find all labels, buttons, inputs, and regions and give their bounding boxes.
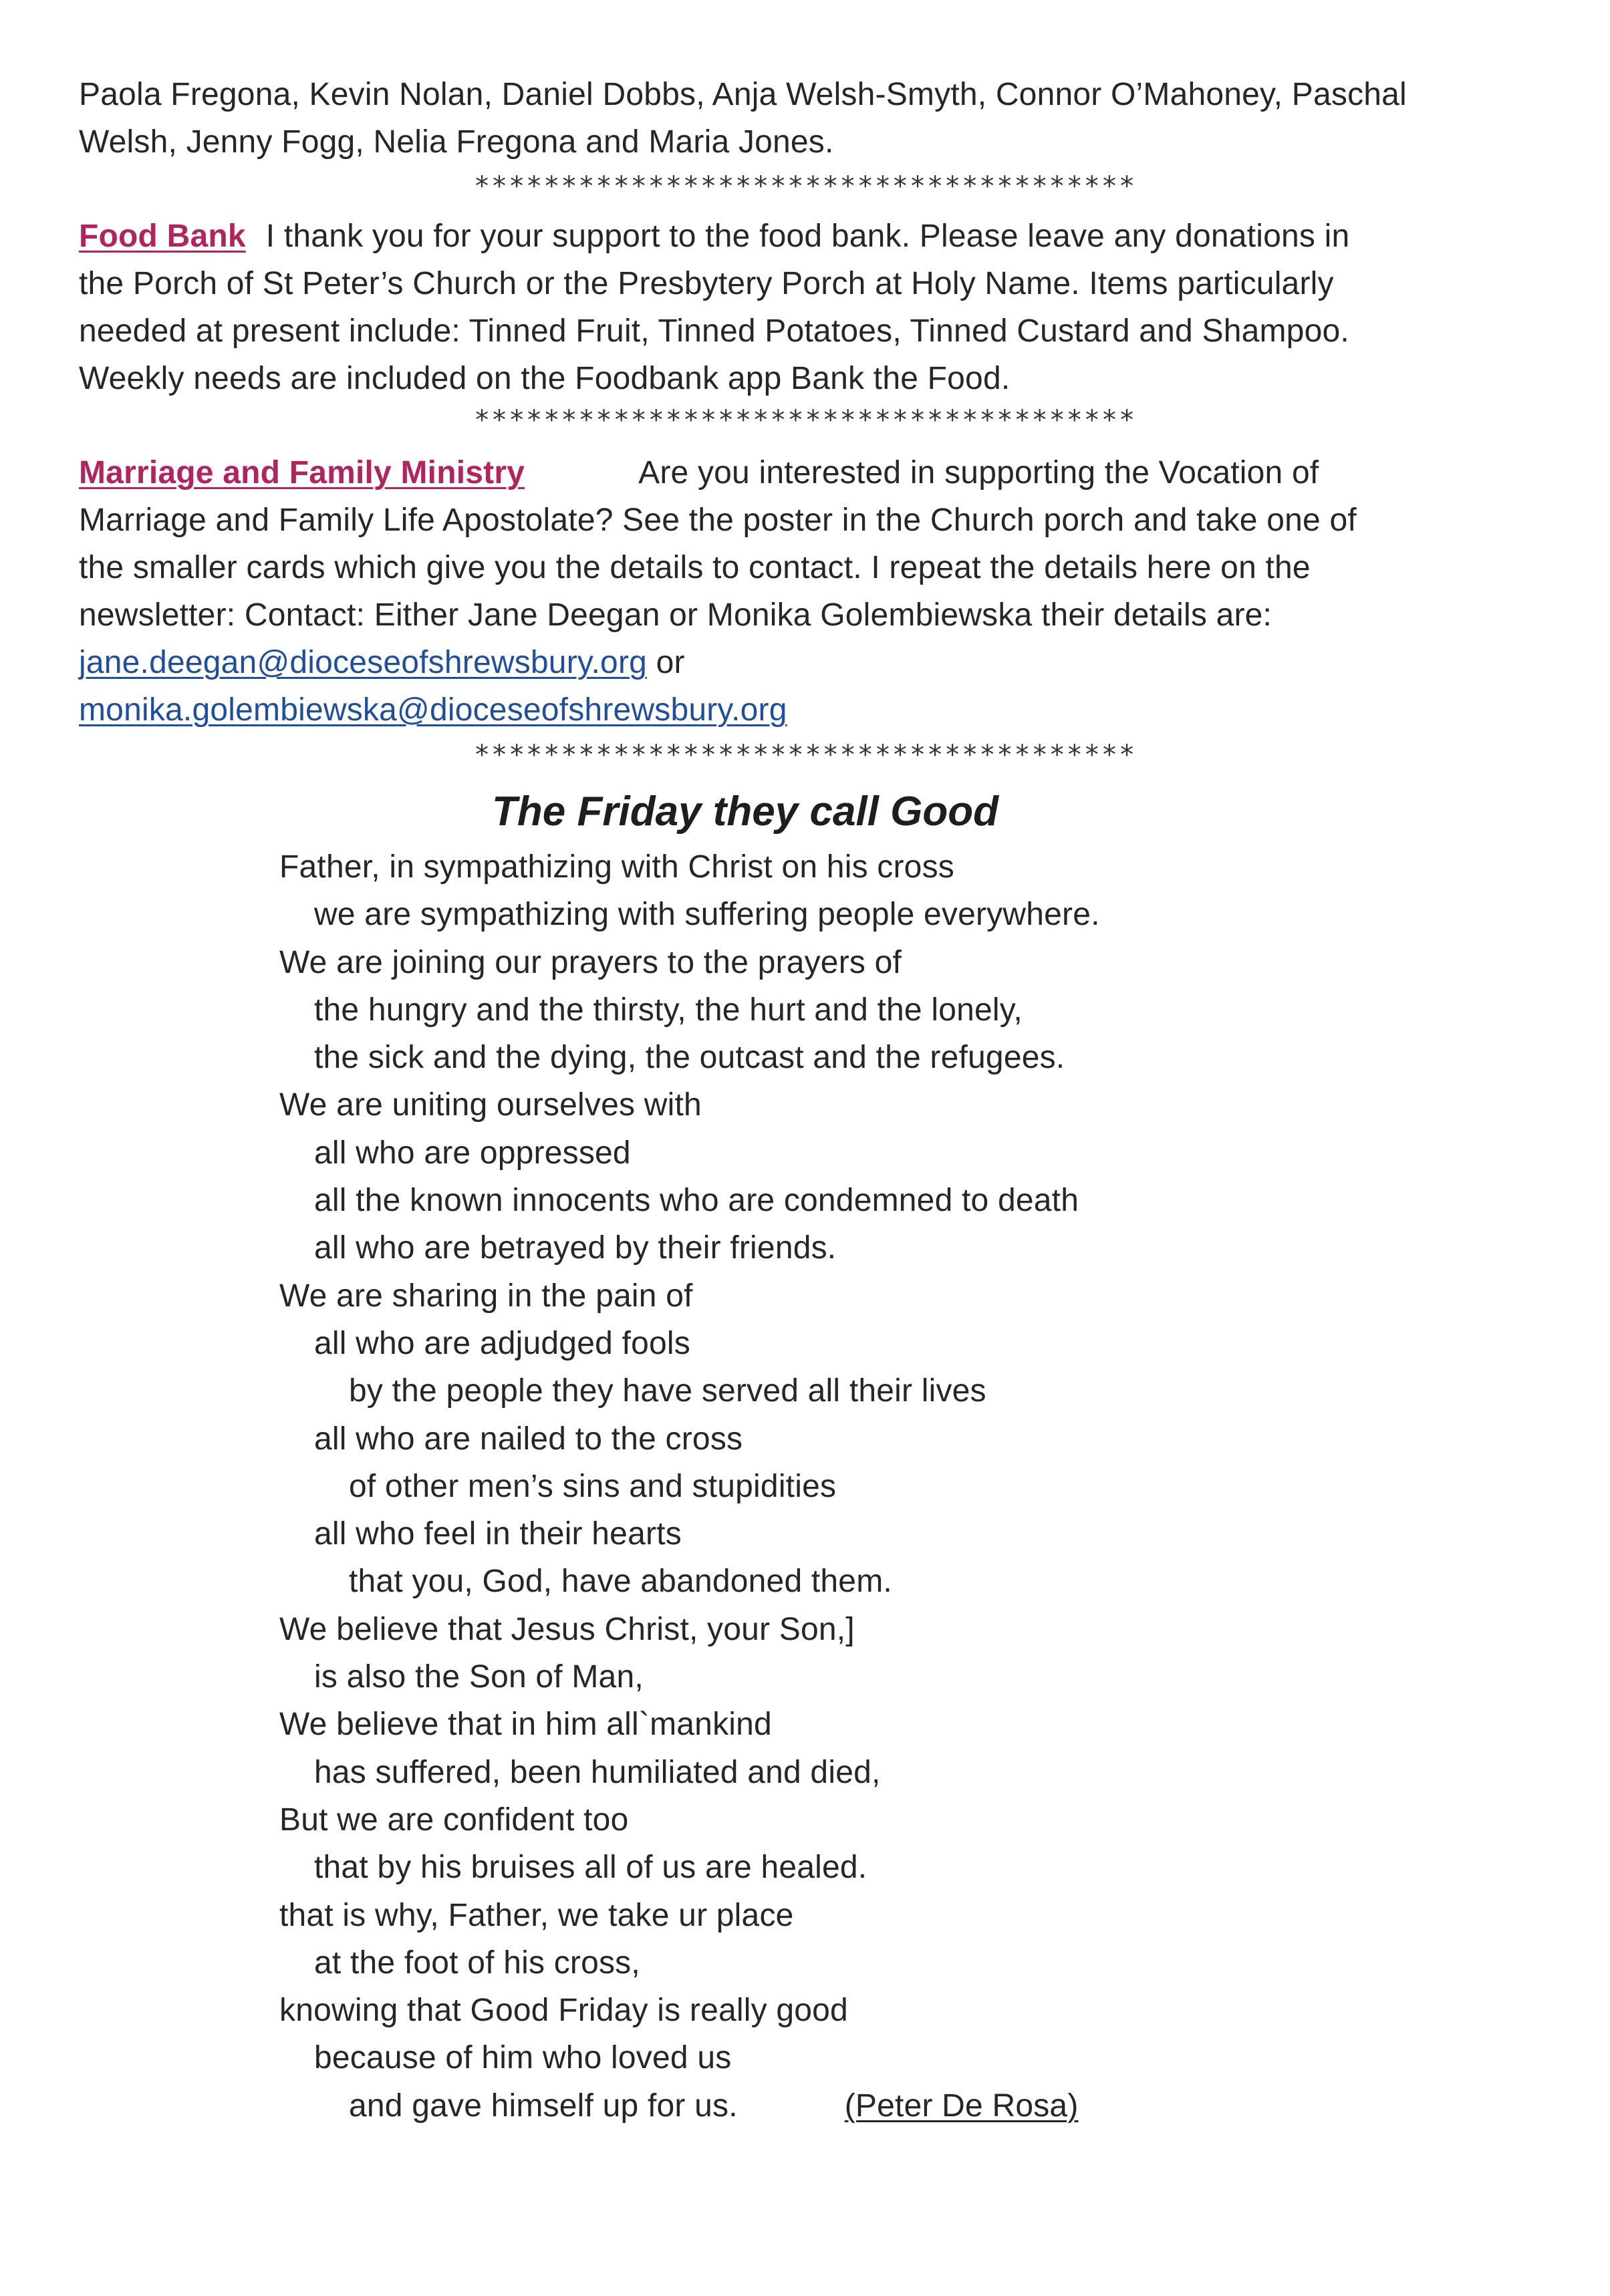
poem-line: all who feel in their hearts [314,1516,682,1552]
email-line [79,639,1536,686]
email-link-monika[interactable]: monika.golembiewska@dioceseofshrewsbury.org [79,692,787,728]
intro-line: Paola Fregona, Kevin Nolan, Daniel Dobbs, Anja Welsh-Smyth, Connor O’Mahoney, Paschal [79,77,1407,112]
separator: ************************************** [473,405,1137,436]
intro-names [79,71,1536,166]
poem-line: of other men’s sins and stupidities [349,1468,837,1504]
poem-line: the sick and the dying, the outcast and the refugees. [314,1040,1065,1076]
separator: ************************************** [473,740,1137,770]
poem-line: We believe that Jesus Christ, your Son,] [279,1611,855,1647]
poem-line: knowing that Good Friday is really good [279,1993,848,2029]
marriage-line: the smaller cards which give you the details to contact. I repeat the details here on the [79,550,1311,585]
poem-line: all who are adjudged fools [314,1325,690,1361]
or-text: or [647,645,685,680]
email-line [79,686,1536,734]
poem-line: by the people they have served all their lives [349,1373,986,1409]
poem-body [279,843,1482,2130]
poem-line: that by his bruises all of us are healed. [314,1850,867,1886]
poem-line: all who are betrayed by their friends. [314,1230,837,1266]
poem-line: We are joining our prayers to the prayers of [279,944,902,980]
food-bank-line [79,212,1536,260]
separator: ************************************** [473,171,1137,202]
intro-line: Welsh, Jenny Fogg, Nelia Fregona and Maria Jones. [79,124,834,160]
poem-line: all the known innocents who are condemned to death [314,1183,1079,1219]
poem-line: We are sharing in the pain of [279,1278,693,1314]
poem-attribution: (Peter De Rosa) [844,2088,1079,2124]
poem-title: The Friday they call Good [492,788,998,835]
poem-line: the hungry and the thirsty, the hurt and the lonely, [314,992,1023,1028]
poem-line: because of him who loved us [314,2040,732,2076]
poem-line: all who are nailed to the cross [314,1421,743,1457]
poem-line: and gave himself up for us. [349,2088,738,2124]
marriage-heading: Marriage and Family Ministry [79,455,525,490]
marriage-line: Marriage and Family Life Apostolate? See the poster in the Church porch and take one of [79,503,1357,538]
food-bank-line: Weekly needs are included on the Foodbank app Bank the Food. [79,361,1011,396]
marriage-section [79,449,1536,734]
food-bank-heading: Food Bank [79,219,246,254]
food-bank-line: needed at present include: Tinned Fruit, Tinned Potatoes, Tinned Custard and Shampoo. [79,313,1349,349]
food-bank-line: the Porch of St Peter’s Church or the Presbytery Porch at Holy Name. Items particularly [79,266,1334,301]
food-bank-text: I thank you for your support to the food bank. Please leave any donations in [265,219,1350,254]
poem-line: Father, in sympathizing with Christ on his cross [279,849,954,885]
email-link-jane[interactable]: jane.deegan@dioceseofshrewsbury.org [79,645,648,680]
poem-line: We are uniting ourselves with [279,1087,702,1123]
poem-line: But we are confident too [279,1802,629,1838]
poem-final-line [279,2082,1482,2130]
poem-line: has suffered, been humiliated and died, [314,1754,881,1790]
poem-line: all who are oppressed [314,1135,631,1171]
food-bank-section [79,212,1536,402]
poem-line: we are sympathizing with suffering people everywhere. [314,897,1100,933]
poem-line: that is why, Father, we take ur place [279,1897,794,1933]
marriage-text: Are you interested in supporting the Vocation of [638,455,1319,490]
marriage-line [79,449,1536,496]
marriage-line: newsletter: Contact: Either Jane Deegan or Monika Golembiewska their details are: [79,597,1272,633]
poem-line: at the foot of his cross, [314,1945,640,1981]
poem-line: We believe that in him all`mankind [279,1707,772,1743]
poem-line: that you, God, have abandoned them. [349,1564,892,1600]
poem-line: is also the Son of Man, [314,1659,644,1695]
